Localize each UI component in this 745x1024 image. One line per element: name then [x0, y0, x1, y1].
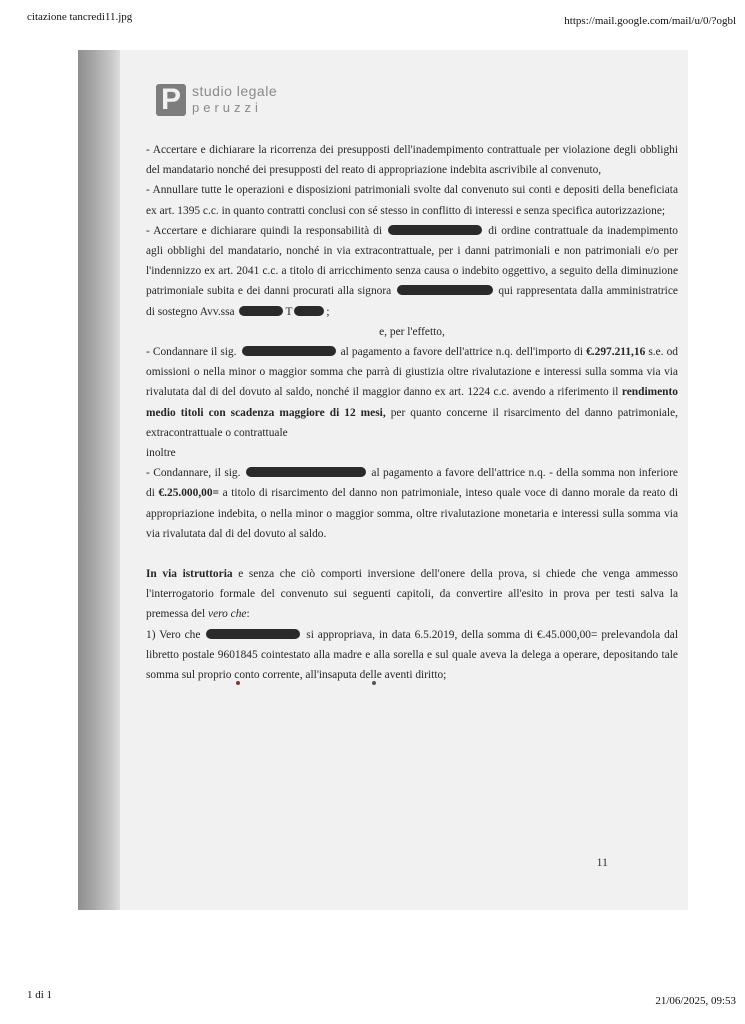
paragraph-condannare-1: - Condannare il sig. al pagamento a favore dell'attrice n.q. dell'importo di €.297.211,16 s.e. od omissioni o nella minor o maggior somma che parrà di giustizia oltre rivalutazione e interessi sulla somma via via rivalutata dal di del dovuto al saldo, nonché il maggior danno ex art. 1224 c.c. avendo a riferimento il rendimento medio titoli con scadenza maggiore di 12 mesi, per quanto concerne il risarcimento del danno patrimoniale, extracontrattuale o contrattuale	[146, 346, 678, 439]
logo-line-1: studio legale	[192, 83, 278, 99]
redaction-mark	[294, 306, 324, 316]
document-body	[146, 140, 678, 685]
browser-header-url: https://mail.google.com/mail/u/0/?ogbl	[564, 15, 736, 27]
binding-shadow	[78, 50, 120, 910]
rendimento-bold: rendimento medio titoli con scadenza maggiore di 12 mesi,	[146, 386, 678, 419]
page-number: 11	[596, 855, 608, 869]
amount-25000: €.25.000,00=	[158, 487, 220, 500]
browser-footer-timestamp: 21/06/2025, 09:53	[655, 995, 736, 1007]
redaction-mark	[397, 285, 493, 295]
ink-dot	[236, 681, 240, 685]
capitolo-1: 1) Vero che si appropriava, in data 6.5.2019, della somma di €.45.000,00= prelevandola dal libretto postale 9601845 cointestato alla madre e alla sorella e sul quale aveva la delega a operare, depositando tale somma sul proprio conto corrente, all'insaputa delle aventi diritto;	[146, 628, 678, 682]
paragraph-istruttoria: In via istruttoria e senza che ciò comporti inversione dell'onere della prova, si chiede che venga ammesso l'interrogatorio formale del convenuto sui seguenti capitoli, da convertire all'esito in prova per testi salva la premessa del vero che:	[146, 568, 678, 621]
redaction-mark	[246, 467, 366, 477]
scanned-page	[78, 50, 688, 910]
redaction-mark	[239, 306, 283, 316]
ink-dot	[372, 681, 376, 685]
letterhead-logo	[156, 80, 316, 120]
paragraph-annullare: - Annullare tutte le operazioni e disposizioni patrimoniali svolte dal convenuto sui conti e depositi della beneficiata ex art. 1395 c.c. in quanto contratti conclusi con sé stesso in conflitto di interessi e senza specifica autorizzazione;	[146, 184, 678, 217]
redaction-mark	[242, 346, 336, 356]
logo-line-2: peruzzi	[192, 100, 262, 115]
browser-footer-page: 1 di 1	[27, 989, 53, 1001]
amount-297211: €.297.211,16	[586, 346, 646, 359]
per-effetto-line: e, per l'effetto,	[379, 325, 445, 338]
paragraph-condannare-2: - Condannare, il sig. al pagamento a favore dell'attrice n.q. - della somma non inferiore di €.25.000,00= a titolo di risarcimento del danno non patrimoniale, inteso quale voce di danno morale da reato di appropriazione indebita, o nella minor o maggior somma, oltre rivalutazione monetaria e interessi sulla somma via via rivalutata dal di del dovuto al saldo.	[146, 467, 678, 540]
redaction-mark	[388, 225, 482, 235]
browser-header-filename: citazione tancredi11.jpg	[27, 11, 133, 23]
inoltre-line: inoltre	[146, 447, 176, 460]
paragraph-responsabilita: - Accertare e dichiarare quindi la responsabilità di di ordine contrattuale da inadempimento agli obblighi del mandatario, nonché in via extracontrattuale, per i danni patrimoniali e non patrimoniali e/o per l'indennizzo ex art. 2041 c.c. a titolo di arricchimento senza causa o indebito oggettivo, a seguito della diminuzione patrimoniale subita e dei danni procurati alla signora qui rappresentata dalla amministratrice di sostegno Avv.ssa T ;	[146, 224, 678, 318]
paragraph-accertare-inadempimento: - Accertare e dichiarare la ricorrenza dei presupposti dell'inadempimento contrattuale per violazione degli obblighi del mandatario nonché dei presupposti del reato di appropriazione indebita ascrivibile al convenuto,	[146, 144, 678, 177]
redaction-mark	[206, 629, 300, 639]
logo-p-icon: P	[156, 84, 186, 116]
